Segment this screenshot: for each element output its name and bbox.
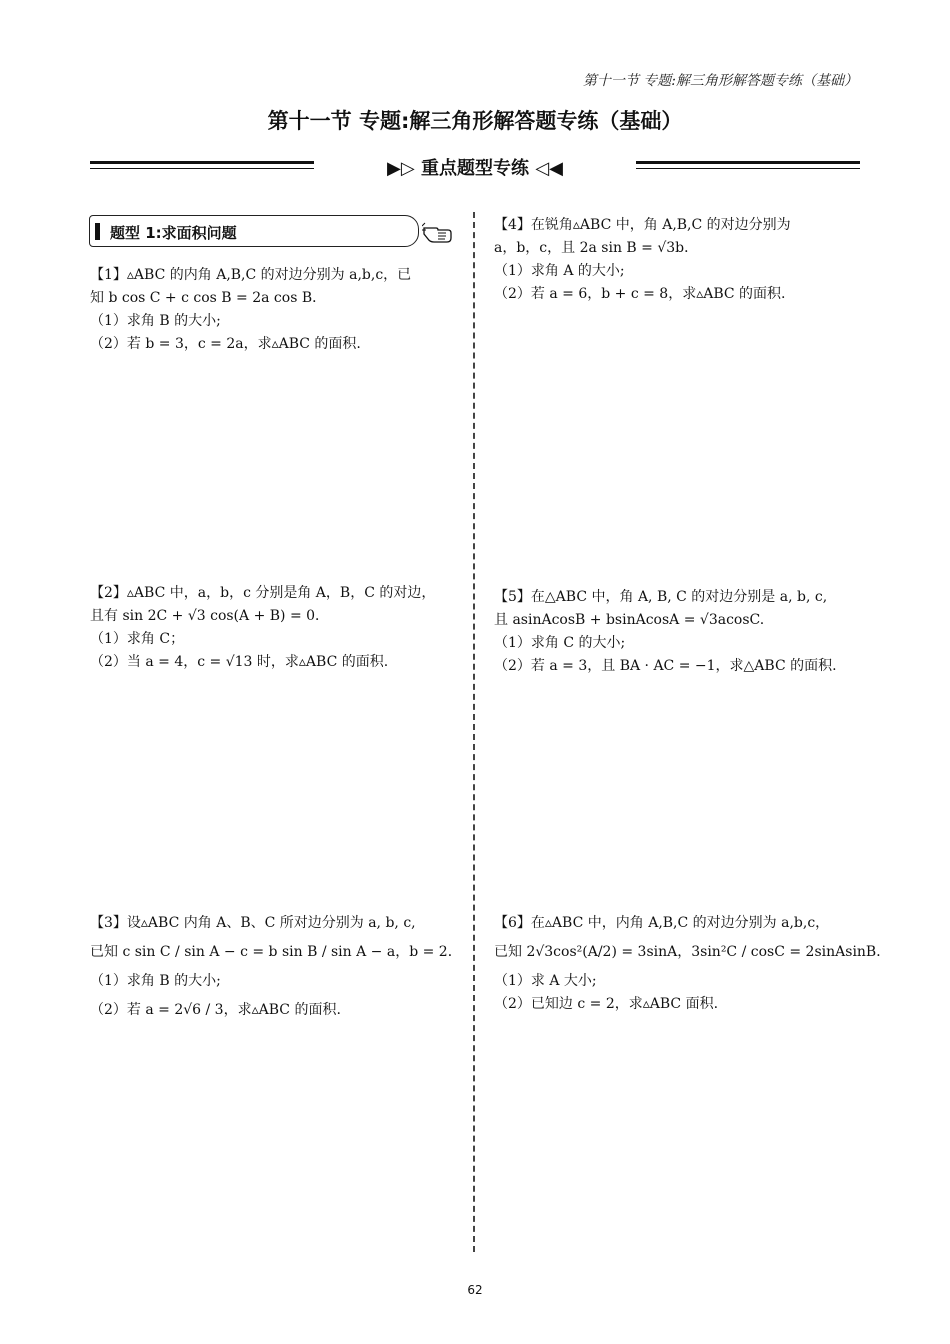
problem-line: （1）求角 C； [90,631,185,647]
problem-line: （2）若 a = 3，且 BA · AC = −1，求△ABC 的面积. [494,658,837,674]
problem-line: （2）若 b = 3，c = 2a，求▵ABC 的面积. [90,336,361,352]
banner-rule-right [636,161,860,169]
problem-line: （1）求 A 大小; [494,973,597,989]
problem-line: 【4】在锐角▵ABC 中，角 A,B,C 的对边分别为 [494,217,791,233]
problem-line: 已知 c sin C / sin A − c = b sin B / sin A − a，b = 2． [90,944,462,960]
problem-line: 【3】设▵ABC 内角 A、B、C 所对边分别为 a, b, c, [90,915,416,931]
problem-line: （2）当 a = 4，c = √13 时，求▵ABC 的面积. [90,654,389,670]
problem-4 [494,214,864,306]
pointing-hand-icon [422,218,454,244]
running-header: 第十一节 专题:解三角形解答题专练（基础） [582,73,858,89]
problem-line: （1）求角 B 的大小; [90,313,221,329]
section-banner [90,152,860,182]
problem-line: 且有 sin 2C + √3 cos(A + B) = 0． [90,608,330,624]
problem-line: （1）求角 C 的大小; [494,635,626,651]
column-divider [473,212,475,1252]
problem-1 [90,264,460,356]
banner-label: ▶▷ 重点题型专练 ◁◀ [387,158,563,179]
type-marker-bar [95,223,100,240]
problem-line: 【5】在△ABC 中，角 A, B, C 的对边分别是 a, b, c, [494,589,828,605]
problem-line: 【1】▵ABC 的内角 A,B,C 的对边分别为 a,b,c，已 [90,267,412,283]
problem-line: 【6】在▵ABC 中，内角 A,B,C 的对边分别为 a,b,c， [494,915,830,931]
page-title: 第十一节 专题:解三角形解答题专练（基础） [267,109,683,133]
problem-line: 且 asinAcosB + bsinAcosA = √3acosC. [494,612,765,628]
problem-line: （1）求角 B 的大小; [90,973,221,989]
problem-3 [90,912,460,1022]
problem-line: 已知 2√3cos²(A/2) = 3sinA，3sin²C / cosC = 2sinAsinB． [494,944,891,960]
problem-line: 【2】▵ABC 中，a，b，c 分别是角 A，B，C 的对边， [90,585,436,601]
problem-line: （1）求角 A 的大小; [494,263,625,279]
problem-line: （2）若 a = 2√6 / 3，求▵ABC 的面积. [90,1002,341,1018]
problem-5 [494,586,864,678]
problem-line: （2）若 a = 6，b + c = 8，求▵ABC 的面积. [494,286,786,302]
question-type-label: 题型 1:求面积问题 [110,224,237,242]
problem-line: 知 b cos C + c cos B = 2a cos B． [90,290,327,306]
page-number: 62 [467,1283,483,1297]
question-type-box [89,215,419,247]
problem-6 [494,912,891,1016]
problem-line: （2）已知边 c = 2，求▵ABC 面积. [494,996,719,1012]
problem-line: a，b，c，且 2a sin B = √3b． [494,240,699,256]
problem-2 [90,582,460,674]
